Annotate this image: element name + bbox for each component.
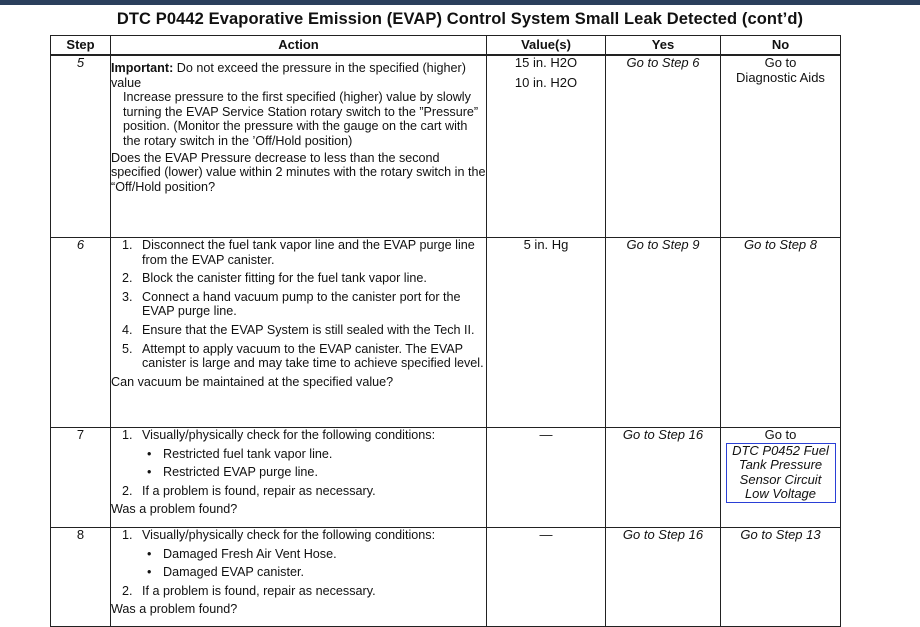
list-number: 4. bbox=[122, 322, 133, 337]
list-number: 1. bbox=[122, 428, 133, 442]
question-text: Can vacuum be maintained at the specified value? bbox=[111, 374, 394, 389]
list-item bbox=[111, 528, 486, 543]
list-text: Block the canister fitting for the fuel tank vapor line. bbox=[142, 271, 427, 286]
goto-step-9-link[interactable]: Go to Step 9 bbox=[626, 237, 700, 252]
goto-label: Go to bbox=[764, 55, 797, 70]
goto-step-8-link[interactable]: Go to Step 8 bbox=[744, 237, 817, 252]
list-number: 3. bbox=[122, 289, 133, 304]
question-text: Was a problem found? bbox=[111, 502, 238, 517]
list-item bbox=[111, 323, 486, 338]
no-cell bbox=[721, 55, 841, 238]
no-cell bbox=[721, 428, 841, 528]
bullet-item bbox=[111, 447, 486, 462]
list-text: Visually/physically check for the following conditions: bbox=[142, 528, 436, 542]
bullet-text: Restricted fuel tank vapor line. bbox=[163, 446, 333, 461]
step-number: 7 bbox=[51, 428, 111, 528]
bullet-icon: • bbox=[147, 465, 152, 480]
important-note bbox=[111, 61, 486, 90]
top-border-bar bbox=[0, 0, 920, 5]
instruction-text: Increase pressure to the first specified (higher) value by slowly turning the EVAP Service Station rotary switch to the ”Pressure” position. (Monitor the pressure with the gauge on the cart with the rotary switch in the ’Off/Hold position) bbox=[123, 90, 479, 148]
table-header-row bbox=[51, 36, 841, 56]
list-text: Visually/physically check for the following conditions: bbox=[142, 428, 436, 442]
list-text: Disconnect the fuel tank vapor line and the EVAP purge line from the EVAP canister. bbox=[142, 238, 475, 267]
bullet-list bbox=[111, 447, 486, 480]
bullet-text: Restricted EVAP purge line. bbox=[163, 465, 318, 480]
action-cell bbox=[111, 428, 487, 528]
col-header-no: No bbox=[721, 36, 841, 56]
list-number: 5. bbox=[122, 341, 133, 356]
important-label: Important: bbox=[111, 61, 174, 75]
numbered-list bbox=[111, 484, 486, 499]
question-text: Does the EVAP Pressure decrease to less than the second specified (lower) value within 2 minutes with the rotary switch in the “Off/Hold position? bbox=[111, 150, 486, 194]
goto-label: Go to bbox=[764, 427, 797, 442]
list-item bbox=[111, 428, 486, 443]
list-number: 1. bbox=[122, 238, 133, 252]
list-number: 2. bbox=[122, 583, 133, 598]
important-text: Do not exceed the pressure in the specified (higher) value bbox=[111, 61, 466, 90]
list-item bbox=[111, 238, 486, 267]
value-low: 10 in. H2O bbox=[514, 74, 578, 90]
bullet-item bbox=[111, 547, 486, 562]
table-row bbox=[51, 528, 841, 627]
list-text: Connect a hand vacuum pump to the canister port for the EVAP purge line. bbox=[142, 289, 461, 319]
value-high: 15 in. H2O bbox=[514, 55, 578, 70]
numbered-list bbox=[111, 238, 486, 371]
list-item bbox=[111, 342, 486, 371]
list-number: 2. bbox=[122, 271, 133, 286]
list-text: If a problem is found, repair as necessary. bbox=[142, 483, 376, 498]
bullet-icon: • bbox=[147, 546, 152, 561]
bullet-icon: • bbox=[147, 446, 152, 461]
step-number: 8 bbox=[51, 528, 111, 627]
table-row bbox=[51, 238, 841, 428]
list-item bbox=[111, 290, 486, 319]
yes-cell bbox=[606, 428, 721, 528]
bullet-icon: • bbox=[147, 565, 152, 580]
list-item bbox=[111, 271, 486, 286]
diagnostic-table bbox=[50, 35, 841, 627]
value-cell bbox=[487, 55, 606, 238]
bullet-text: Damaged EVAP canister. bbox=[163, 565, 304, 580]
list-item bbox=[111, 484, 486, 499]
goto-step-16-link[interactable]: Go to Step 16 bbox=[622, 527, 704, 542]
diagnostic-aids-link[interactable]: Diagnostic Aids bbox=[736, 69, 825, 85]
list-text: Ensure that the EVAP System is still sealed with the Tech II. bbox=[142, 322, 475, 337]
list-number: 2. bbox=[122, 483, 133, 498]
value-cell: 5 in. Hg bbox=[487, 238, 606, 428]
question-text: Was a problem found? bbox=[111, 602, 238, 617]
bullet-list bbox=[111, 547, 486, 580]
goto-step-13-link[interactable]: Go to Step 13 bbox=[740, 527, 821, 542]
yes-cell bbox=[606, 528, 721, 627]
numbered-list bbox=[111, 528, 486, 543]
bullet-item bbox=[111, 565, 486, 580]
dtc-p0452-link[interactable]: DTC P0452 Fuel Tank Pressure Sensor Circuit Low Voltage bbox=[726, 443, 836, 503]
yes-cell bbox=[606, 238, 721, 428]
action-cell bbox=[111, 238, 487, 428]
step-number: 5 bbox=[51, 55, 111, 238]
goto-step-6-link[interactable]: Go to Step 6 bbox=[626, 55, 700, 70]
bullet-text: Damaged Fresh Air Vent Hose. bbox=[163, 546, 337, 561]
value-cell: — bbox=[487, 428, 606, 528]
list-text: Attempt to apply vacuum to the EVAP canister. The EVAP canister is large and may take time to achieve specified level. bbox=[142, 341, 484, 371]
list-number: 1. bbox=[122, 528, 133, 542]
bullet-item bbox=[111, 465, 486, 480]
no-cell bbox=[721, 238, 841, 428]
numbered-list bbox=[111, 584, 486, 599]
numbered-list bbox=[111, 428, 486, 443]
table-row bbox=[51, 428, 841, 528]
no-cell bbox=[721, 528, 841, 627]
action-cell bbox=[111, 528, 487, 627]
col-header-action: Action bbox=[111, 36, 487, 56]
page-title: DTC P0442 Evaporative Emission (EVAP) Control System Small Leak Detected (cont’d) bbox=[116, 10, 804, 28]
col-header-values: Value(s) bbox=[487, 36, 606, 56]
action-cell bbox=[111, 55, 487, 238]
step-number: 6 bbox=[51, 238, 111, 428]
table-row bbox=[51, 55, 841, 238]
col-header-yes: Yes bbox=[606, 36, 721, 56]
yes-cell bbox=[606, 55, 721, 238]
list-text: If a problem is found, repair as necessary. bbox=[142, 583, 376, 598]
list-item bbox=[111, 584, 486, 599]
col-header-step: Step bbox=[51, 36, 111, 56]
goto-step-16-link[interactable]: Go to Step 16 bbox=[622, 427, 704, 442]
value-cell: — bbox=[487, 528, 606, 627]
